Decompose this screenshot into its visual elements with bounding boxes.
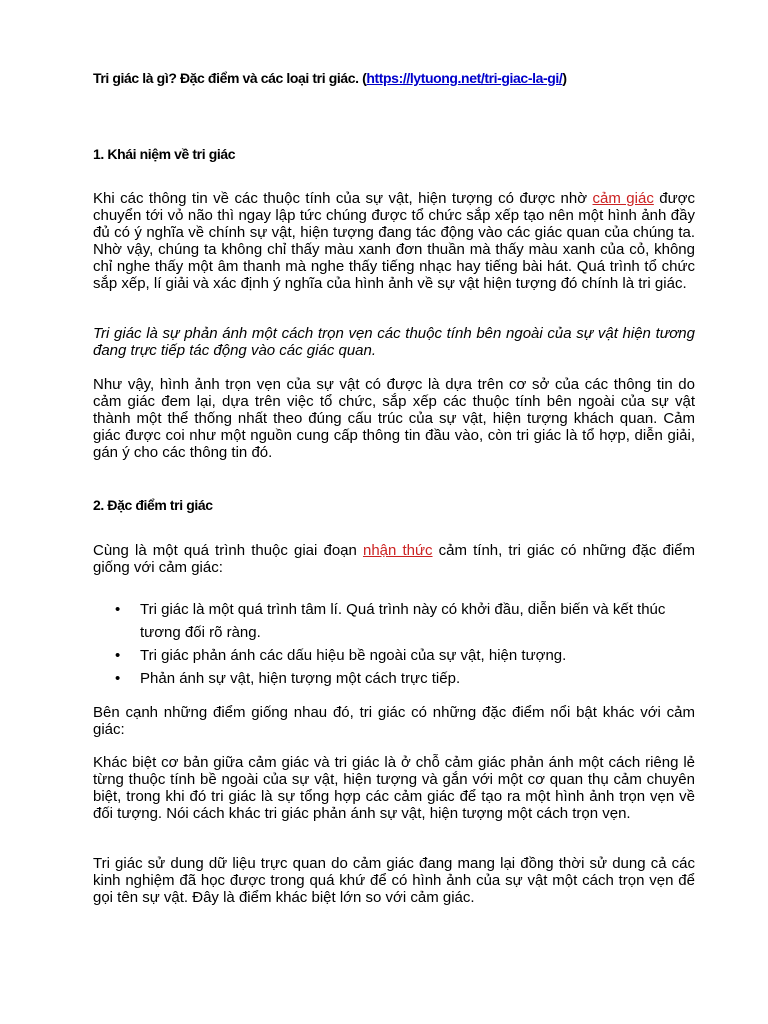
paragraph-text: cảm tính, tri giác có những đặc điểm giống với cảm giác: (93, 542, 695, 576)
bullet-icon: • (115, 647, 121, 664)
section-1-paragraph-3: Như vậy, hình ảnh trọn vẹn của sự vật có được là dựa trên cơ sở của các thông tin do cảm giác đem lại, dựa trên việc tổ chức, sắp xếp các thuộc tính bên ngoài của sự vật thành một thể thống nhất theo đúng cấu trúc của sự vật, hiện tượng khách quan. Cảm giác được coi như một nguồn cung cấp thông tin đầu vào, còn tri giác là tổ hợp, diễn giải, gán ý cho các thông tin đó. (93, 376, 695, 461)
list-item-text: Tri giác phản ánh các dấu hiệu bề ngoài của sự vật, hiện tượng. (140, 647, 567, 664)
section-2-intro (93, 542, 695, 576)
paragraph-text: Khi các thông tin về các thuộc tính của sự vật, hiện tượng có được nhờ (93, 190, 593, 207)
list-item-text: Tri giác là một quá trình tâm lí. Quá trình này có khởi đầu, diễn biến và kết thúc tương đối rõ ràng. (140, 601, 666, 641)
source-link[interactable]: https://lytuong.net/tri-giac-la-gi/ (366, 70, 563, 86)
list-item-text: Phản ánh sự vật, hiện tượng một cách trực tiếp. (140, 670, 461, 687)
section-2-heading: 2. Đặc điểm tri giác (93, 497, 213, 513)
section-1-paragraph-1 (93, 190, 695, 292)
list-item (93, 598, 695, 644)
document-title (93, 70, 567, 86)
section-2-differences-intro: Bên cạnh những điểm giống nhau đó, tri giác có những đặc điểm nổi bật khác với cảm giác: (93, 704, 695, 738)
bullet-icon: • (115, 670, 121, 687)
bullet-icon: • (115, 601, 121, 618)
paragraph-text: được chuyển tới vỏ não thì ngay lập tức chúng được tổ chức sắp xếp tạo nên một hình ảnh đầy đủ có ý nghĩa về chính sự vật, hiện tượng đang tác động vào các giác quan của chúng ta. Nhờ vậy, chúng ta không chỉ thấy màu xanh đơn thuần mà thấy màu xanh của cỏ, không chỉ nghe thấy một âm thanh mà nghe thấy tiếng nhạc hay tiếng bài hát. Quá trình tổ chức sắp xếp, lí giải và xác định ý nghĩa của hình ảnh về sự vật hiện tượng đó chính là tri giác. (93, 190, 695, 292)
link-cam-giac[interactable]: cảm giác (592, 190, 654, 207)
section-2-last-paragraph: Tri giác sử dung dữ liệu trực quan do cảm giác đang mang lại đồng thời sử dung cả các kinh nghiệm đã học được trong quá khứ để có hình ảnh của sự vật một cách trọn vẹn để gọi tên sự vật. Đây là điểm khác biệt lớn so với cảm giác. (93, 855, 695, 906)
section-2-differences: Khác biệt cơ bản giữa cảm giác và tri giác là ở chỗ cảm giác phản ánh một cách riêng lẻ từng thuộc tính bề ngoài của sự vật, hiện tượng và gắn với một cơ quan thụ cảm chuyên biệt, trong khi đó tri giác là sự tổng hợp các cảm giác để tạo ra một hình ảnh trọn vẹn về đối tượng. Nói cách khác tri giác phản ánh sự vật, hiện tượng một cách trọn vẹn. (93, 754, 695, 822)
features-list (93, 598, 695, 690)
definition-paragraph: Tri giác là sự phản ánh một cách trọn vẹn các thuộc tính bên ngoài của sự vật hiện tương đang trực tiếp tác động vào các giác quan. (93, 325, 695, 359)
link-nhan-thuc[interactable]: nhận thức (362, 542, 433, 559)
paragraph-text: Cùng là một quá trình thuộc giai đoạn (93, 542, 363, 559)
list-item (93, 644, 695, 667)
title-text: Tri giác là gì? Đặc điểm và các loại tri giác. ( (93, 70, 367, 86)
list-item (93, 667, 695, 690)
title-close-paren: ) (562, 70, 567, 86)
section-1-heading: 1. Khái niệm về tri giác (93, 146, 236, 162)
